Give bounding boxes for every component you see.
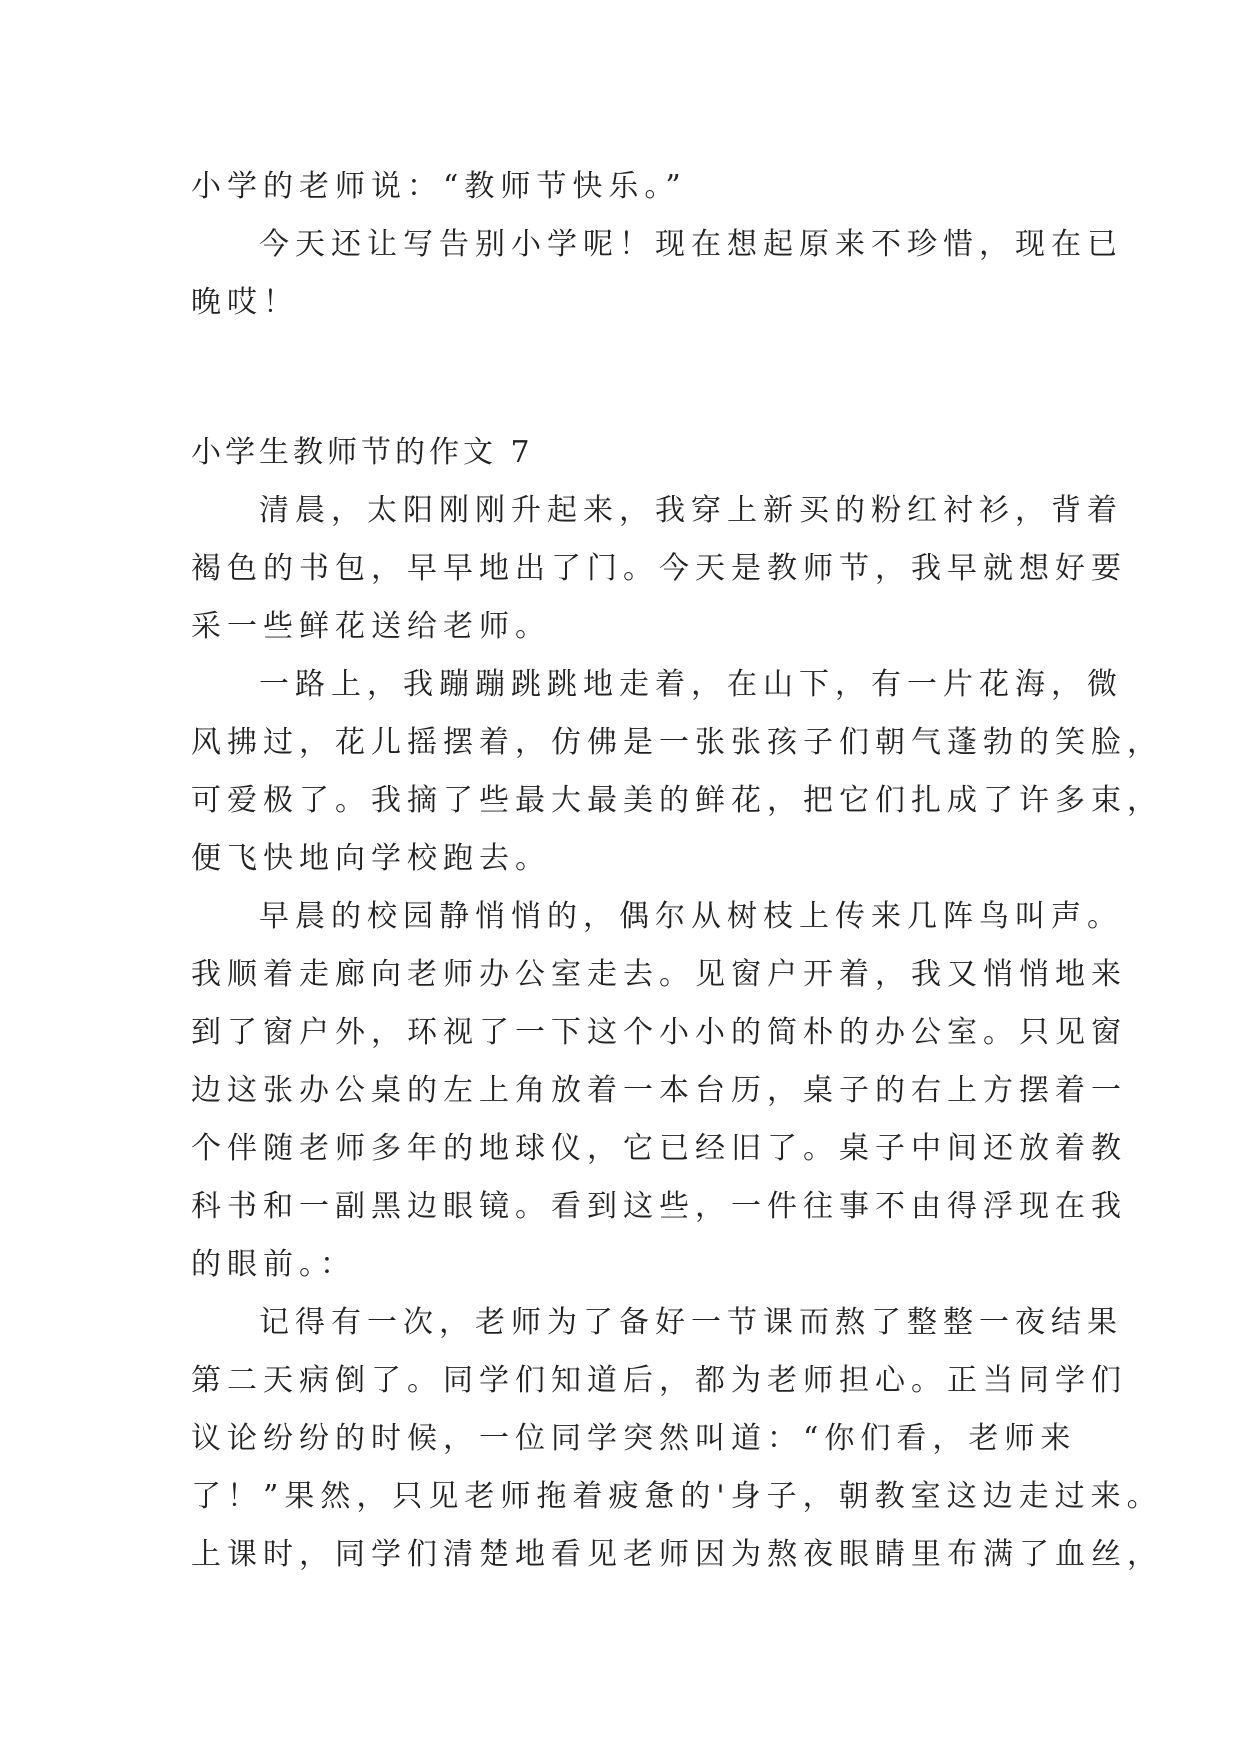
paragraph-line: 第二天病倒了。同学们知道后，都为老师担心。正当同学们 — [191, 1363, 1127, 1398]
paragraph-line: 清晨，太阳刚刚升起来，我穿上新买的粉红衬衫，背着 — [259, 493, 1123, 528]
section-heading: 小学生教师节的作文 7 — [191, 435, 534, 470]
paragraph-line: 记得有一次，老师为了备好一节课而熬了整整一夜结果 — [259, 1305, 1123, 1340]
paragraph-line: 采一些鲜花送给老师。 — [191, 609, 551, 644]
paragraph-line: 一路上，我蹦蹦跳跳地走着，在山下，有一片花海，微 — [259, 667, 1123, 702]
paragraph-line: 便飞快地向学校跑去。 — [191, 841, 551, 876]
paragraph-line: 我顺着走廊向老师办公室走去。见窗户开着，我又悄悄地来 — [191, 957, 1127, 992]
section-spacer — [191, 332, 1067, 424]
paragraph-line: 上课时，同学们清楚地看见老师因为熬夜眼睛里布满了血丝， — [191, 1537, 1163, 1572]
document-body — [191, 158, 1163, 1584]
paragraph-line: 风拂过，花儿摇摆着，仿佛是一张张孩子们朝气蓬勃的笑脸， — [191, 725, 1163, 760]
paragraph-line: 可爱极了。我摘了些最大最美的鲜花，把它们扎成了许多束， — [191, 783, 1163, 818]
intro-line: 今天还让写告别小学呢！现在想起原来不珍惜，现在已 — [259, 227, 1123, 262]
intro-line: 小学的老师说：“教师节快乐。” — [191, 169, 687, 204]
paragraph-line: 议论纷纷的时候，一位同学突然叫道：“你们看，老师来 — [191, 1421, 1077, 1456]
paragraph-line: 个伴随老师多年的地球仪，它已经旧了。桌子中间还放着教 — [191, 1131, 1127, 1166]
paragraph-line: 边这张办公桌的左上角放着一本台历，桌子的右上方摆着一 — [191, 1073, 1127, 1108]
paragraph-line: 科书和一副黑边眼镜。看到这些，一件往事不由得浮现在我 — [191, 1189, 1127, 1224]
intro-line: 晚哎！ — [191, 285, 299, 320]
paragraph-line: 褐色的书包，早早地出了门。今天是教师节，我早就想好要 — [191, 551, 1127, 586]
paragraph-line: 的眼前。： — [191, 1247, 356, 1282]
paragraph-line: 到了窗户外，环视了一下这个小小的简朴的办公室。只见窗 — [191, 1015, 1127, 1050]
paragraph-line: 早晨的校园静悄悄的，偶尔从树枝上传来几阵鸟叫声。 — [259, 899, 1123, 934]
paragraph-line: 了！”果然，只见老师拖着疲惫的'身子，朝教室这边走过来。 — [191, 1479, 1163, 1514]
